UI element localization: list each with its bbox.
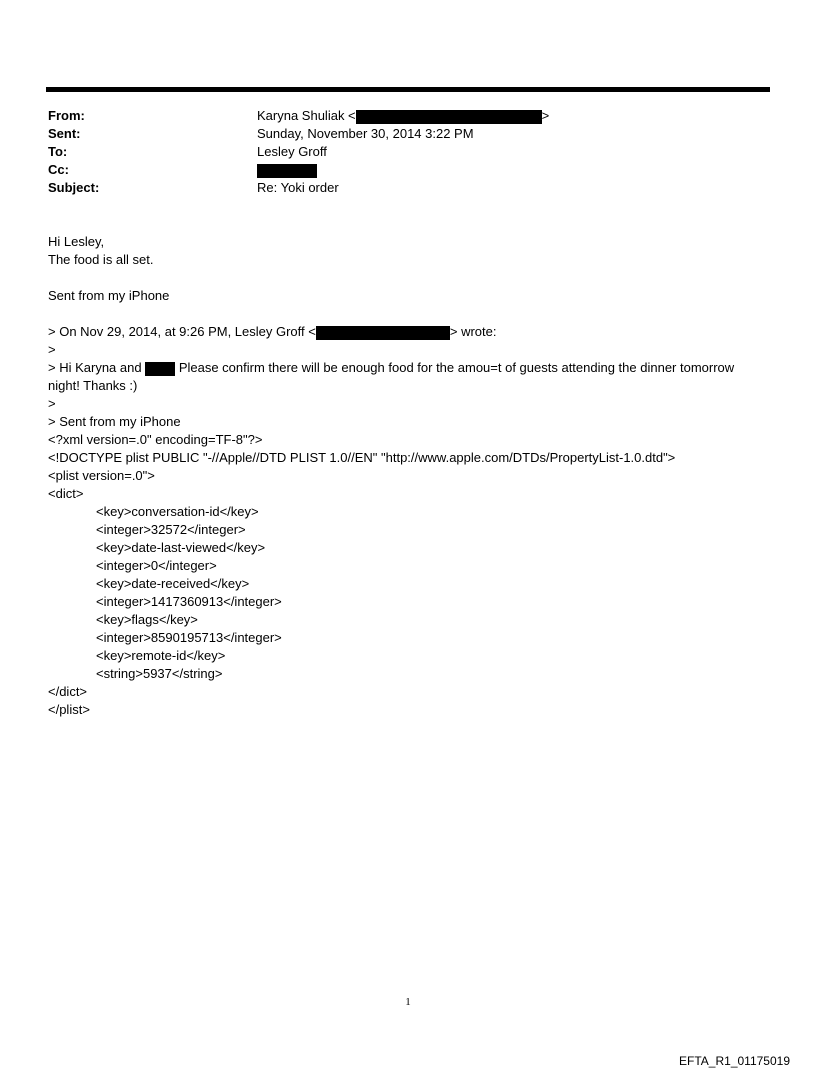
bates-number: EFTA_R1_01175019 [679, 1054, 790, 1068]
quote-marker: > [48, 396, 56, 411]
xml-line: <!DOCTYPE plist PUBLIC "-//Apple//DTD PLIST 1.0//EN" "http://www.apple.com/DTDs/PropertyList-1.0.dtd"> [48, 450, 676, 465]
quote-intro [48, 323, 748, 341]
cc-value [257, 161, 317, 179]
xml-line: <key>flags</key> [96, 612, 198, 627]
xml-line: <key>conversation-id</key> [96, 504, 259, 519]
quote-hi-end: Please confirm there will be enough food for the amou=t of guests attending the dinner tomorrow night! Thanks :) [48, 360, 735, 393]
subject-value: Re: Yoki order [257, 180, 339, 195]
quote-intro-start: > On Nov 29, 2014, at 9:26 PM, Lesley Groff < [48, 324, 316, 339]
xml-line: </dict> [48, 684, 88, 699]
from-value-end: > [541, 108, 550, 123]
greeting: Hi Lesley, [48, 234, 105, 249]
cc-label: Cc: [48, 162, 69, 177]
to-label: To: [48, 144, 68, 159]
quote-hi-start: > Hi Karyna and [48, 360, 146, 375]
page-number: 1 [405, 996, 411, 1008]
header-rule [46, 87, 770, 92]
xml-line: <key>remote-id</key> [96, 648, 226, 663]
xml-line: <string>5937</string> [96, 666, 223, 681]
xml-line: <?xml version=.0" encoding=TF-8"?> [48, 432, 263, 447]
signature: Sent from my iPhone [48, 288, 170, 303]
xml-line: <key>date-received</key> [96, 576, 250, 591]
quote-intro-end: > wrote: [449, 324, 497, 339]
xml-line: <key>date-last-viewed</key> [96, 540, 266, 555]
redaction-box [257, 164, 317, 178]
xml-line: </plist> [48, 702, 90, 717]
from-name: Karyna Shuliak < [257, 108, 356, 123]
xml-line: <plist version=.0"> [48, 468, 155, 483]
sent-label: Sent: [48, 126, 81, 141]
quote-marker: > [48, 342, 56, 357]
from-label: From: [48, 108, 85, 123]
redaction-box [356, 110, 542, 124]
from-value [257, 107, 549, 125]
xml-line: <integer>32572</integer> [96, 522, 246, 537]
redaction-box [316, 326, 450, 340]
quote-message [48, 359, 748, 395]
subject-label: Subject: [48, 180, 100, 195]
xml-line: <integer>1417360913</integer> [96, 594, 282, 609]
to-value: Lesley Groff [257, 144, 327, 159]
xml-line: <dict> [48, 486, 84, 501]
xml-line: <integer>0</integer> [96, 558, 217, 573]
sent-value: Sunday, November 30, 2014 3:22 PM [257, 126, 474, 141]
quote-signature: > Sent from my iPhone [48, 414, 181, 429]
body-line: The food is all set. [48, 252, 154, 267]
redaction-box [145, 362, 175, 376]
email-body [48, 233, 748, 719]
xml-line: <integer>8590195713</integer> [96, 630, 282, 645]
